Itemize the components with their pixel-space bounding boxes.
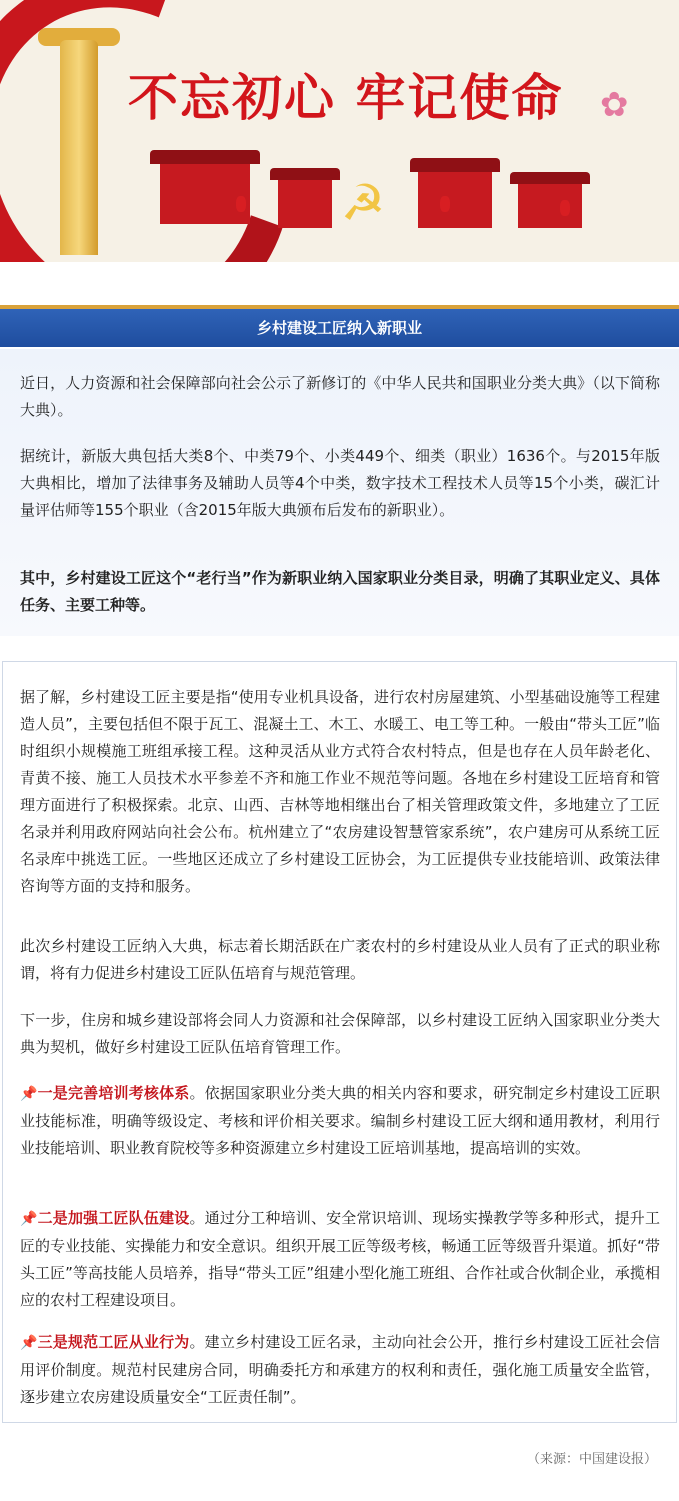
huabiao-column-graphic (60, 40, 98, 255)
intro-section (0, 349, 679, 636)
body-paragraph-2: 此次乡村建设工匠纳入大典，标志着长期活跃在广袤农村的乡村建设从业人员有了正式的职业称谓，将有力促进乡村建设工匠队伍培育与规范管理。 (20, 937, 660, 982)
measure-item-2 (20, 1205, 660, 1314)
intro-paragraph-3: 其中，乡村建设工匠这个“老行当”作为新职业纳入国家职业分类目录，明确了其职业定义、具体任务、主要工种等。 (20, 569, 660, 614)
party-emblem-icon: ☭ (340, 174, 386, 232)
body-paragraph-1: 据了解，乡村建设工匠主要是指“使用专业机具设备，进行农村房屋建筑、小型基础设施等工程建造人员”，主要包括但不限于瓦工、混凝土工、木工、水暖工、电工等工种。一般由“带头工匠”临时组织小规模施工班组承接工程。这种灵活从业方式符合农村特点，但是也存在人员年龄老化、青黄不接、施工人员技术水平参差不齐和施工作业不规范等问题。各地在乡村建设工匠培育和管理方面进行了积极探索。北京、山西、吉林等地相继出台了相关管理政策文件，多地建立了工匠名录并利用政府网站向社会公布。杭州建立了“农房建设智慧管家系统”，农户建房可从系统工匠名录库中挑选工匠。一些地区还成立了乡村建设工匠协会，为工匠提供专业技能培训、政策法律咨询等方面的支持和服务。 (20, 688, 660, 895)
section-title: 乡村建设工匠纳入新职业 (256, 319, 422, 337)
intro-paragraph-2: 据统计，新版大典包括大类8个、中类79个、小类449个、细类（职业）1636个。与2015年版大典相比，增加了法律事务及辅助人员等4个中类，数字技术工程技术人员等15个小类，碳汇计量评估师等155个职业（含2015年版大典颁布后发布的新职业）。 (20, 447, 660, 519)
banner-slogan: 不忘初心 牢记使命 (128, 68, 564, 127)
measure-heading: 一是完善培训考核体系 (37, 1084, 190, 1102)
measure-item-3 (20, 1329, 660, 1411)
plum-blossom-icon: ✿ (600, 85, 629, 125)
measure-text: 。依据国家职业分类大典的相关内容和要求，研究制定乡村建设工匠职业技能标准，明确等级设定、考核和评价相关要求。编制乡村建设工匠大纲和通用教材，利用行业技能培训、职业教育院校等多种资源建立乡村建设工匠培训基地，提高培训的实效。 (20, 1084, 660, 1157)
pushpin-icon: 📌 (20, 1335, 38, 1351)
section-title-band (0, 305, 679, 347)
intro-paragraph-1: 近日，人力资源和社会保障部向社会公示了新修订的《中华人民共和国职业分类大典》（以下简称大典）。 (20, 374, 660, 419)
header-banner (0, 0, 679, 262)
pushpin-icon: 📌 (20, 1086, 38, 1102)
measure-text: 。建立乡村建设工匠名录，主动向社会公开，推行乡村建设工匠社会信用评价制度。规范村民建房合同，明确委托方和承建方的权利和责任，强化施工质量安全监管，逐步建立农房建设质量安全“工匠责任制”。 (20, 1333, 660, 1406)
source-credit: （来源：中国建设报） (526, 1452, 657, 1467)
measure-text: 。通过分工种培训、安全常识培训、现场实操教学等多种形式，提升工匠的专业技能、实操能力和安全意识。组织开展工匠等级考核，畅通工匠等级晋升渠道。抓好“带头工匠”等高技能人员培养，指导“带头工匠”组建小型化施工班组、合作社或合伙制企业，承揽相应的农村工程建设项目。 (20, 1209, 660, 1309)
measure-heading: 二是加强工匠队伍建设 (37, 1209, 190, 1227)
measure-heading: 三是规范工匠从业行为 (37, 1333, 190, 1351)
body-paragraph-3: 下一步，住房和城乡建设部将会同人力资源和社会保障部，以乡村建设工匠纳入国家职业分类大典为契机，做好乡村建设工匠队伍培育管理工作。 (20, 1011, 660, 1056)
measure-item-1 (20, 1080, 660, 1162)
pushpin-icon: 📌 (20, 1211, 38, 1227)
